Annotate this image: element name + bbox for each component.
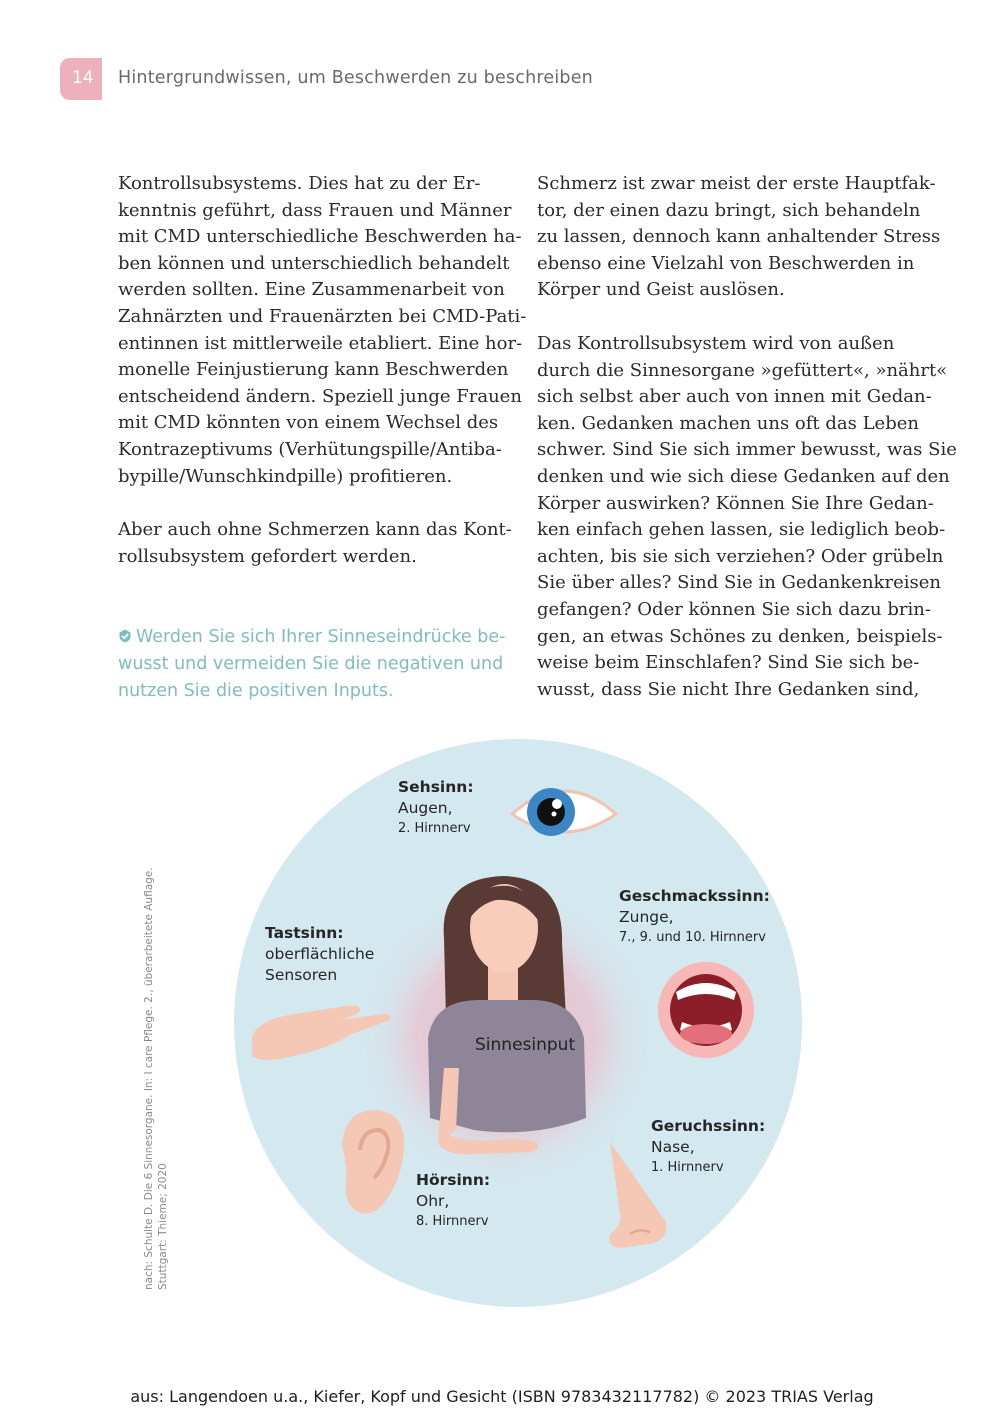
- right-paragraph-2: [537, 331, 957, 703]
- senses-diagram: [234, 738, 802, 1308]
- tip-text: Werden Sie sich Ihrer Sinneseindrücke be-: [136, 627, 506, 647]
- text-line: schwer. Sind Sie sich immer bewusst, was Sie: [537, 439, 957, 461]
- text-line: mit CMD könnten von einem Wechsel des: [118, 412, 499, 434]
- left-paragraph-1: [118, 171, 527, 490]
- sense-nerve: 1. Hirnnerv: [651, 1160, 724, 1175]
- text-line: monelle Feinjustierung kann Beschwerden: [118, 359, 509, 381]
- sense-label-hearing: [416, 1170, 490, 1231]
- sense-organ: Augen,: [398, 799, 453, 817]
- sense-title: Sehsinn:: [398, 778, 474, 796]
- text-line: Kontrollsubsystems. Dies hat zu der Er-: [118, 173, 481, 194]
- source-line: Stuttgart: Thieme; 2020: [157, 1163, 169, 1290]
- text-line: Aber auch ohne Schmerzen kann das Kont-: [118, 519, 512, 541]
- figure-source-note: [142, 867, 170, 1290]
- tip-line-1: [118, 624, 505, 651]
- sense-title: Geschmackssinn:: [619, 887, 770, 905]
- left-column: [118, 171, 527, 570]
- right-column: [537, 171, 957, 703]
- sense-organ: Ohr,: [416, 1192, 450, 1210]
- running-title: Hintergrundwissen, um Beschwerden zu beschreiben: [118, 68, 593, 88]
- text-line: ebenso eine Vielzahl von Beschwerden in: [537, 252, 915, 274]
- text-line: tor, der einen dazu bringt, sich behandeln: [537, 199, 921, 221]
- sense-nerve: 8. Hirnnerv: [416, 1214, 489, 1229]
- sense-nerve: 2. Hirnnerv: [398, 821, 471, 836]
- mouth-icon: [658, 962, 754, 1058]
- text-line: achten, bis sie sich verziehen? Oder grübeln: [537, 545, 944, 567]
- text-line: Kontrazeptivums (Verhütungspille/Antiba-: [118, 438, 502, 460]
- text-line: durch die Sinnesorgane »gefüttert«, »nährt«: [537, 359, 948, 381]
- text-line: ken einfach gehen lassen, sie lediglich beob-: [537, 519, 946, 541]
- text-line: bypille/Wunschkindpille) profitieren.: [118, 465, 453, 487]
- text-line: Schmerz ist zwar meist der erste Hauptfak-: [537, 173, 936, 194]
- sense-organ: Nase,: [651, 1138, 695, 1156]
- sense-title: Hörsinn:: [416, 1171, 491, 1189]
- senses-illustration: [234, 738, 802, 1308]
- text-line: zu lassen, dennoch kann anhaltender Stress: [537, 226, 941, 248]
- text-line: wusst, dass Sie nicht Ihre Gedanken sind,: [537, 678, 920, 700]
- text-line: Körper auswirken? Können Sie Ihre Gedan-: [537, 492, 934, 514]
- text-line: gefangen? Oder können Sie sich dazu brin-: [537, 598, 931, 620]
- text-line: denken und wie sich diese Gedanken auf den: [537, 465, 950, 487]
- sense-organ: oberflächliche: [265, 945, 375, 963]
- text-line: weise beim Einschlafen? Sind Sie sich be-: [537, 652, 920, 674]
- source-line: nach: Schulte D. Die 6 Sinnesorgane. In: I care Pflege. 2., überarbeitete Auflage.: [143, 867, 155, 1290]
- text-line: sich selbst aber auch von innen mit Gedan-: [537, 386, 932, 408]
- text-line: Zahnärzten und Frauenärzten bei CMD-Pati-: [118, 305, 527, 327]
- tip-text: nutzen Sie die positiven Inputs.: [118, 681, 394, 701]
- page-number-badge: [60, 58, 102, 100]
- text-line: werden sollten. Eine Zusammenarbeit von: [118, 279, 505, 301]
- text-line: entscheidend ändern. Speziell junge Frauen: [118, 385, 522, 407]
- text-line: rollsubsystem gefordert werden.: [118, 545, 417, 567]
- sense-label-taste: [619, 886, 770, 947]
- tip-text: wusst und vermeiden Sie die negativen und: [118, 654, 504, 674]
- text-line: mit CMD unterschiedliche Beschwerden ha-: [118, 226, 522, 248]
- text-line: entinnen ist mittlerweile etabliert. Eine hor-: [118, 332, 523, 354]
- sense-label-sight: [398, 777, 474, 838]
- text-line: ben können und unterschiedlich behandelt: [118, 252, 510, 274]
- check-badge-icon: [118, 629, 132, 643]
- right-paragraph-1: [537, 171, 941, 304]
- sense-organ: Sensoren: [265, 966, 338, 984]
- sense-title: Geruchssinn:: [651, 1117, 766, 1135]
- footer-citation: aus: Langendoen u.a., Kiefer, Kopf und Gesicht (ISBN 9783432117782) © 2023 TRIAS Verlag: [130, 1387, 874, 1406]
- text-line: gen, an etwas Schönes zu denken, beispiels-: [537, 625, 943, 647]
- text-line: Sie über alles? Sind Sie in Gedankenkreisen: [537, 572, 941, 594]
- tip-box: [118, 624, 505, 705]
- text-line: ken. Gedanken machen uns oft das Leben: [537, 412, 919, 434]
- text-line: Körper und Geist auslösen.: [537, 279, 785, 301]
- sense-title: Tastsinn:: [265, 924, 344, 942]
- page-number: 14: [72, 68, 94, 88]
- text-line: Das Kontrollsubsystem wird von außen: [537, 332, 895, 354]
- sense-organ: Zunge,: [619, 908, 674, 926]
- sense-label-smell: [651, 1116, 765, 1177]
- sense-label-touch: [265, 923, 374, 986]
- text-line: kenntnis geführt, dass Frauen und Männer: [118, 199, 512, 221]
- center-label: Sinnesinput: [475, 1035, 576, 1055]
- left-paragraph-2: [118, 517, 512, 570]
- sense-nerve: 7., 9. und 10. Hirnnerv: [619, 930, 766, 945]
